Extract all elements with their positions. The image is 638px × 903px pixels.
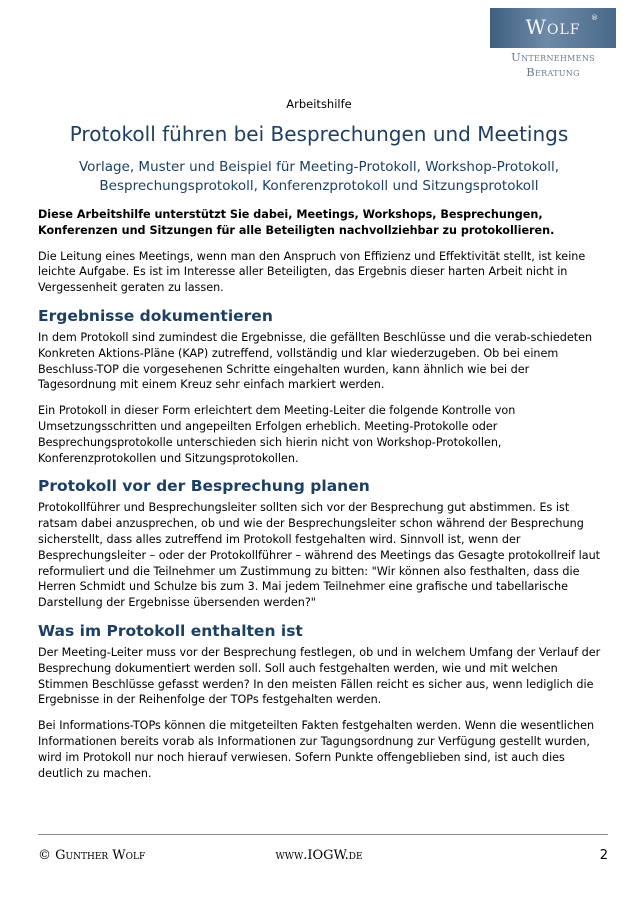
section-heading-ergebnisse: Ergebnisse dokumentieren — [38, 306, 273, 325]
document-title: Protokoll führen bei Besprechungen und Meetings — [69, 122, 569, 146]
section-heading-inhalt: Was im Protokoll enthalten ist — [38, 621, 303, 640]
intro-summary: Diese Arbeitshilfe unterstützt Sie dabei, Meetings, Workshops, Besprechungen, Konferenzen und Sitzungen für alle Beteiligten nachvollziehbar zu protokollieren. — [38, 208, 555, 237]
company-logo — [490, 8, 616, 82]
document-subtitle — [40, 158, 598, 196]
section-paragraph: Bei Informations-TOPs können die mitgeteilten Fakten festgehalten werden. Wenn die wesentlichen Informationen bereits vorab als Informationen zur Tagungsordnung zur Verfügung gestellt wurden, wird im Protokoll nur noch hierauf verwiesen. Sofern Punkte offengeblieben sind, ist auch dies deutlich zu machen. — [38, 719, 595, 780]
footer-website-link[interactable]: www.IOGW.de — [275, 848, 363, 863]
logo-banner — [490, 8, 616, 48]
logo-registered-mark: ® — [591, 14, 598, 22]
document-body — [38, 207, 608, 791]
document-label: Arbeitshilfe — [286, 97, 352, 111]
section-paragraph: Ein Protokoll in dieser Form erleichtert dem Meeting-Leiter die folgende Kontrolle von Umsetzungsschritten und angepeilten Erfolgen erheblich. Meeting-Protokolle oder Besprechungsprotokolle unterschieden sich hierin nicht von Workshop-Protokollen, Konferenzprotokollen und Sitzungsprotokollen. — [38, 404, 516, 465]
footer-divider — [38, 834, 608, 835]
logo-wordmark: Wolf — [525, 15, 581, 39]
section-paragraph: In dem Protokoll sind zumindest die Ergebnisse, die gefällten Beschlüsse und die verab-schiedeten Konkreten Aktions-Pläne (KAP) zutreffend, vollständig und klar wiederzugeben. Ob bei einem Beschluss-TOP die vorgesehenen Schritte eingehalten wurden, kann ähnlich wie bei der Tagesordnung mit einem Kreuz sehr einfach markiert werden. — [38, 330, 593, 392]
subtitle-line-1: Vorlage, Muster und Beispiel für Meeting-Protokoll, Workshop-Protokoll, — [78, 159, 560, 175]
intro-paragraph: Die Leitung eines Meetings, wenn man den Anspruch von Effizienz und Effektivität stellt, ist keine leichte Aufgabe. Es ist im Interesse aller Beteiligten, das Ergebnis dieser harten Arbeit nicht in Vergessenheit geraten zu lassen. — [38, 249, 586, 295]
section-paragraph: Protokollführer und Besprechungsleiter sollten sich vor der Besprechung gut abstimmen. Es ist ratsam dabei anzusprechen, ob und wie der Besprechungsleiter schon während der Besprechung sicherstellt, dass alles zutreffend im Protokoll festgehalten wird. Sinnvoll ist, wenn der Besprechungsleiter – oder der Protokollführer – während des Meetings das Gesagte protokollreif laut reformuliert und die Teilnehmer um Zustimmung zu bitten: "Wir können also festhalten, dass die Herren Schmidt und Schulze bis zum 3. Mai jedem Teilnehmer eine grafische und tabellarische Darstellung der Ergebnisse übersenden werden?" — [38, 501, 601, 610]
section-paragraph: Der Meeting-Leiter muss vor der Besprechung festlegen, ob und in welchem Umfang der Verlauf der Besprechung dokumentiert werden soll. Soll auch festgehalten werden, wie und mit welchen Stimmen Beschlüsse gefasst werden? In den meisten Fällen reicht es sicher aus, wenn lediglich die Ergebnisse in der Reihenfolge der TOPs festgehalten werden. — [38, 645, 601, 707]
section-heading-planen: Protokoll vor der Besprechung planen — [38, 477, 370, 496]
footer-copyright: © Gunther Wolf — [38, 848, 146, 863]
logo-line-2: Beratung — [526, 65, 580, 79]
subtitle-line-2: Besprechungsprotokoll, Konferenzprotokoll und Sitzungsprotokoll — [99, 178, 539, 194]
logo-line-1: Unternehmens — [511, 50, 595, 64]
page-number: 2 — [599, 848, 608, 863]
